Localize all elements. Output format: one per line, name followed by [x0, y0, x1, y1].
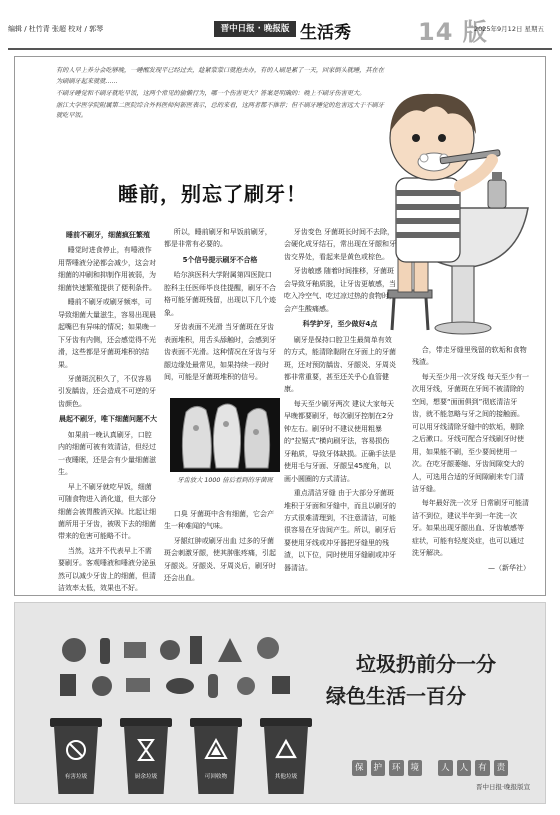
- body-paragraph: 牙菌斑沉积久了，不仅容易引发龋齿，还会造成不可逆的牙齿颜色。: [58, 374, 156, 408]
- recyclable-items-illustration: [40, 628, 304, 708]
- page-header: [0, 0, 560, 48]
- slogan-char: 人: [438, 760, 453, 776]
- body-paragraph: 重点清洁牙缝 由于大部分牙菌斑堆积于牙面和牙缝中，而且以刷牙的方式很难清理到，不注意清洁，可能很容易在牙齿间产生。所以，刷牙后要使用牙线或冲牙器把牙缝里的残渣，以下位，同时使用牙缝刷或冲牙器清洁。: [284, 489, 396, 572]
- body-paragraph: 所以，睡前刷牙和早饭前刷牙，都是非常有必要的。: [164, 228, 272, 249]
- ad-headline-line-2: 绿色生活一百分: [326, 684, 466, 708]
- news-source: —（新华社）: [488, 563, 530, 572]
- page-number: 14 版: [418, 18, 488, 46]
- slogan-char: 境: [408, 760, 423, 776]
- bin-label: 厨余垃圾: [134, 774, 158, 780]
- text-column-4: [412, 344, 530, 576]
- text-column-3: [284, 226, 396, 576]
- intro-paragraph: 有的人早上养分会吃够晚，一睡醒发现平已经过去，趁紧蒙蒙口就抱去办，有的人刷是累了一天，回家倒头就睡，其在在为刷刷牙起来就就……: [56, 67, 384, 85]
- slogan-char: 责: [494, 760, 509, 776]
- body-paragraph: 口臭 牙菌斑中含有细菌，它会产生一种难闻的气味。: [164, 510, 275, 531]
- slogan-char: 环: [389, 760, 404, 776]
- slogan-char: 护: [371, 760, 386, 776]
- triangle-recycle-icon: [272, 736, 300, 764]
- body-paragraph: 早上不刷牙就吃早饭，细菌可随食物进入消化道，但大部分细菌会被胃酸消灭掉。比起让细菌所用于牙齿，被吸下去的细菌带来的危害可能略不计。: [58, 482, 156, 541]
- body-paragraph: 当然，这并不代表早上不需要刷牙。客观唾液和唾液分泌虽然可以减少牙齿上的细菌，但清洁效率太低，效果也不好。: [58, 546, 156, 593]
- other-waste-bin: [260, 718, 312, 798]
- body-paragraph: 睡觉时进食停止，有唾液作用帮唾液分泌都会减少，这会对细菌的冲刷和抑制作用被弱，为细菌快速繁殖提供了便利条件。: [58, 246, 156, 292]
- subheading: 晨起不刷牙，唯下细菌问题不大: [59, 415, 157, 424]
- recycle-icon: [202, 736, 230, 764]
- ad-slogan: [352, 760, 508, 776]
- body-paragraph: 每年最好洗一次牙 日常刷牙可能清洁不到位，建议半年到一年洗一次牙。如果出现牙龈出血、牙齿敏感等症状，可能有轻度炎症，也可以通过洗牙解决。: [412, 499, 530, 558]
- body-paragraph: 牙齿敏感 随着时间推移，牙菌斑会导致牙釉质脱，让牙齿更敏感，当吃入冷空气、吃过凉过热的食物时，会产生酸痛感。: [284, 267, 396, 313]
- subheading: 5个信号提示刷牙不合格: [182, 255, 258, 264]
- header-rule: [8, 48, 552, 50]
- plaque-microscope-photo: [170, 398, 280, 472]
- photo-caption: 牙齿放大 1000 倍后看到的牙菌斑: [177, 477, 273, 484]
- garbage-bins: [50, 718, 330, 802]
- text-column-2: [164, 226, 276, 385]
- ad-headline-line-1: 垃圾扔前分一分: [356, 652, 496, 676]
- slogan-char: 人: [457, 760, 472, 776]
- hazard-icon: [62, 736, 90, 764]
- hazardous-waste-bin: [50, 718, 102, 798]
- text-column-1: [58, 226, 158, 597]
- subheading: 科学护牙，至少做好4点: [302, 320, 378, 329]
- body-paragraph: 每天至少用一次牙线 每天至少有一次用牙线，牙菌斑在牙间不被清除的空间，想要“面面俱到”彻底清洁牙齿，就不能忽略与牙之间的接触面。可以用牙线清除牙缝中的软垢，剔除之后漱口。牙线可配合牙线刷牙时使用，如果能不刷，至少要间使用一次。在吃牙龈萎缩、牙齿间隙变大的人，可选用合适的牙间隙刷来专门清洁牙缝。: [412, 372, 530, 493]
- body-paragraph: 牙齿表面不光滑 当牙菌斑在牙齿表面堆积，用舌头舔触时，会感到牙齿表面不光滑。这种情况在牙齿与牙龈边缘处最常见，如果持续一段时间，可能是牙菌斑堆积的信号。: [164, 323, 276, 381]
- recyclable-bin: [190, 718, 242, 798]
- body-paragraph: 睡前不刷牙或刷牙频率，可导致细菌大量滋生，容易出现晨起嘴巴有异味的情况；如果晚一下牙齿有内侧，还会感觉得不光滑，这些都是牙菌斑堆积的结果。: [58, 298, 156, 369]
- issue-date: 2025年9月12日 星期五: [474, 25, 545, 33]
- text-column-2-continued: [164, 508, 276, 587]
- body-paragraph: 每天至少刷牙两次 建议大家每天早晚都要刷牙，每次刷牙控制在2分钟左右。刷牙时不建议使用粗暴的“拉锯式”横向刷牙法，容易损伤牙釉质，导致牙体缺损。正确手法是使用毛与牙面、牙龈呈45度角，以画小圆圈的方式清洁。: [284, 399, 396, 483]
- body-paragraph: 如果前一晚认真刷牙，口腔内的细菌可被有效清洁，但经过一夜睡眠，还是会有少量细菌滋生。: [58, 430, 156, 477]
- bin-label: 其他垃圾: [274, 774, 298, 780]
- newspaper-masthead: 晋中日报 · 晚报版: [214, 21, 296, 37]
- intro-paragraph: 浙江大学医学院附属第二医院综合外科医师何新医表示，总的来看，这两者都不推荐；但不刷牙睡觉的危害远大于不刷牙就吃早饭。: [56, 101, 384, 120]
- section-title: 生活秀: [300, 23, 351, 43]
- body-paragraph: 刷牙是保持口腔卫生最简单有效的方式，能清除黏附在牙面上的牙菌斑，还对预防龋齿、牙龈炎、牙周炎都非常重要，甚至还关乎心血管健康。: [284, 335, 396, 394]
- editor-credits: 编辑 / 杜竹青 张超 校对 / 郭琴: [8, 25, 104, 33]
- intro-paragraph: 不刷牙睡觉和不刷牙就吃早饭，这两个常见的偷懒行为，哪一个伤害更大？答案是明确的：晚上不刷牙伤害更大。: [56, 89, 366, 97]
- hourglass-icon: [132, 736, 160, 764]
- body-paragraph: 哈尔滨医科大学附属第四医院口腔科主任医师毕良佳提醒，刷牙不合格可能牙菌斑残留，出现以下几个迹象。: [164, 271, 276, 317]
- kitchen-waste-bin: [120, 718, 172, 798]
- body-paragraph: 牙龈红肿或刷牙出血 过多的牙菌斑会刺激牙龈，使其肿胀疼痛，引起牙龈炎。牙龈炎、牙周炎后，刷牙时还会出血。: [164, 536, 276, 583]
- slogan-char: 保: [352, 760, 367, 776]
- slogan-char: 有: [475, 760, 490, 776]
- bin-label: 可回收物: [204, 774, 228, 780]
- subheading: 睡前不刷牙，细菌疯狂繁殖: [66, 231, 150, 239]
- body-paragraph: 牙齿变色 牙菌斑长时间不去除，会硬化成牙结石，常出现在牙龈和牙齿交界处，看起来是黄色或棕色。: [284, 228, 396, 261]
- article-title: 睡前，别忘了刷牙！: [118, 182, 307, 206]
- bin-label: 有害垃圾: [64, 774, 88, 780]
- ad-credit: 晋中日报·晚报版宣: [476, 783, 531, 791]
- article-intro: [56, 66, 386, 123]
- body-paragraph: 合，带走牙缝里残留的软垢和食物残渣。: [412, 346, 527, 367]
